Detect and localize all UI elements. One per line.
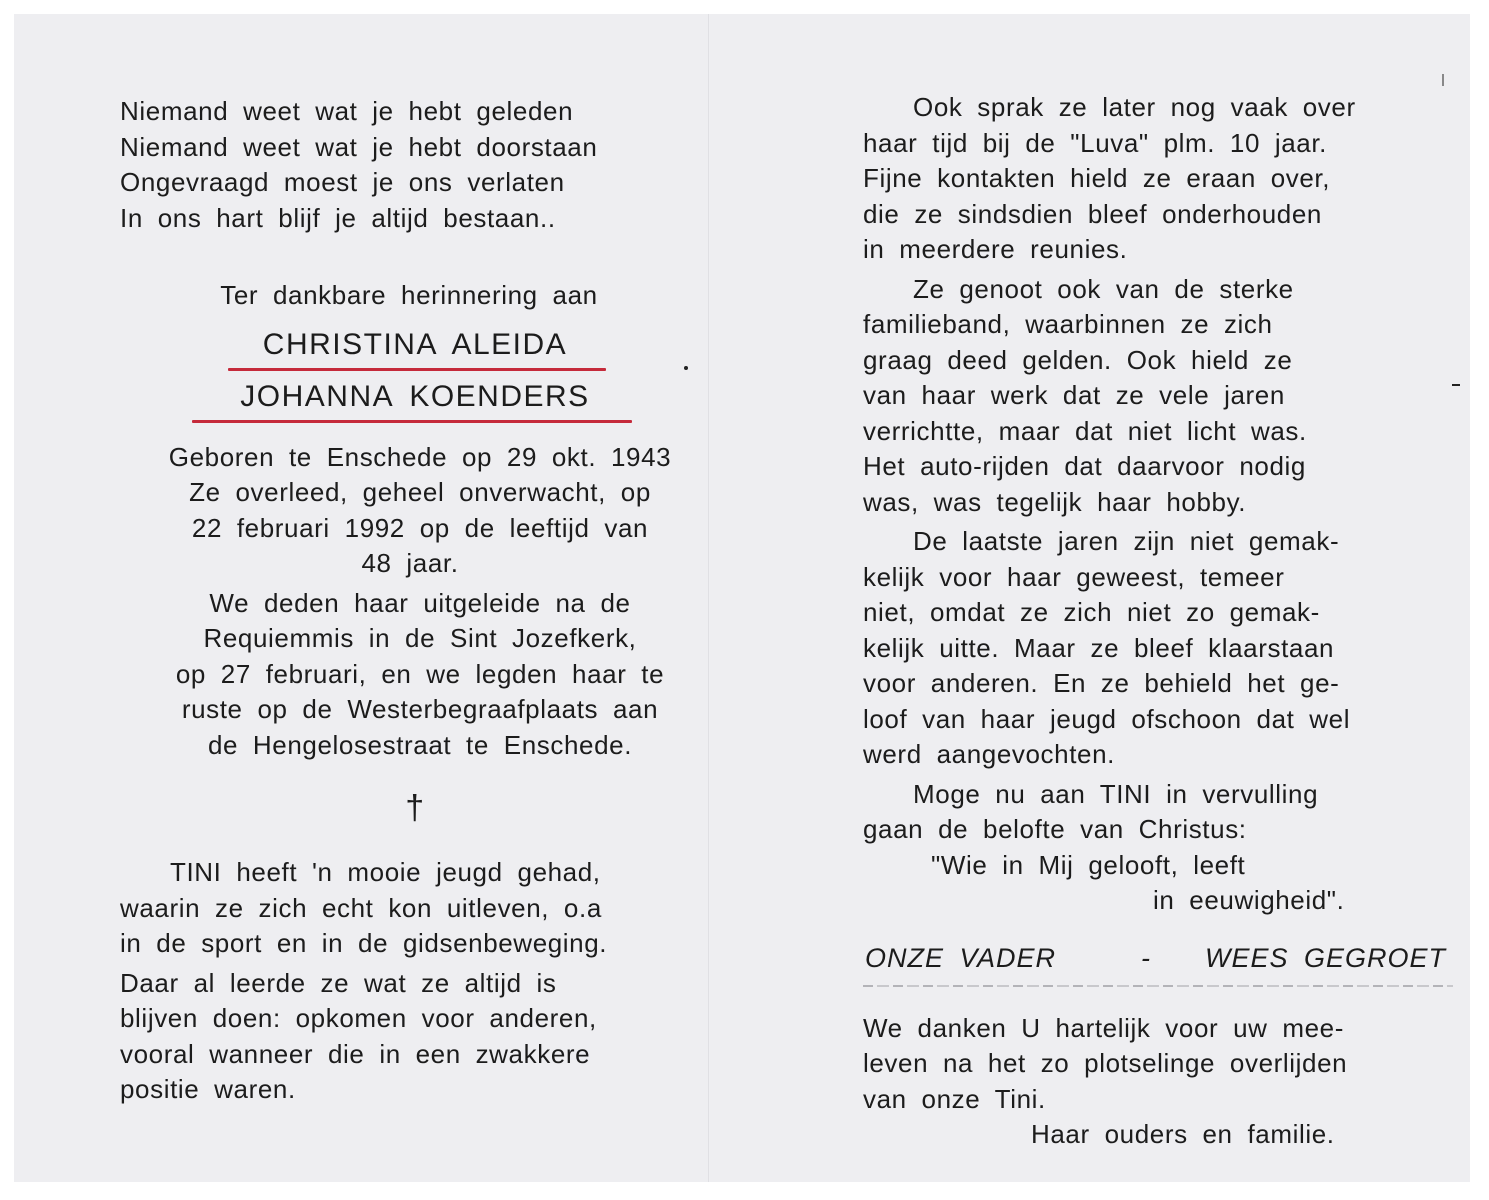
cross-icon: † bbox=[405, 789, 425, 827]
text-line: in de sport en in de gidsenbeweging. bbox=[120, 928, 608, 958]
funeral-paragraph bbox=[120, 586, 720, 764]
text-line: vooral wanneer die in een zwakkere bbox=[120, 1038, 591, 1069]
quote-line: in eeuwigheid". bbox=[1153, 885, 1345, 915]
text-line: familieband, waarbinnen ze zich bbox=[863, 309, 1273, 339]
text-line: Ook sprak ze later nog vaak over bbox=[913, 92, 1356, 122]
text-line: Het auto-rijden dat daarvoor nodig bbox=[863, 451, 1306, 481]
prayer-line bbox=[863, 941, 1455, 979]
poem-line: Ongevraagd moest je ons verlaten bbox=[120, 167, 565, 197]
text-line: Ze genoot ook van de sterke bbox=[913, 273, 1294, 304]
luva-paragraph bbox=[863, 90, 1455, 268]
text-line: de Hengelosestraat te Enschede. bbox=[207, 729, 633, 760]
poem-line: Niemand weet wat je hebt geleden bbox=[120, 96, 574, 126]
left-panel bbox=[120, 94, 720, 1108]
speck bbox=[1452, 384, 1460, 386]
text-line: Geboren te Enschede op 29 okt. 1943 bbox=[168, 441, 672, 472]
signature: Haar ouders en familie. bbox=[1031, 1119, 1335, 1149]
divider bbox=[863, 985, 1453, 987]
text-line: niet, omdat ze zich niet zo gemak- bbox=[863, 597, 1320, 627]
name-line-2: JOHANNA KOENDERS bbox=[240, 379, 590, 413]
text-line: was, was tegelijk haar hobby. bbox=[863, 486, 1247, 517]
text-line: loof van haar jeugd ofschoon dat wel bbox=[863, 703, 1351, 734]
poem bbox=[120, 94, 720, 236]
quote-line: "Wie in Mij gelooft, leeft bbox=[931, 849, 1246, 880]
text-line: Ze overleed, geheel onverwacht, op bbox=[189, 477, 651, 507]
poem-line: In ons hart blijf je altijd bestaan.. bbox=[120, 202, 556, 233]
text-line: Daar al leerde ze wat ze altijd is bbox=[120, 967, 557, 998]
bible-quote bbox=[863, 848, 1455, 919]
youth-paragraph bbox=[120, 855, 720, 962]
prayer-separator: - bbox=[1141, 942, 1151, 973]
intro-text: Ter dankbare herinnering aan bbox=[220, 280, 598, 310]
family-paragraph bbox=[863, 272, 1455, 521]
text-line: haar tijd bij de "Luva" plm. 10 jaar. bbox=[863, 127, 1327, 158]
text-line: TINI heeft 'n mooie jeugd gehad, bbox=[170, 857, 601, 887]
text-line: We deden haar uitgeleide na de bbox=[209, 587, 631, 618]
text-line: gaan de belofte van Christus: bbox=[863, 814, 1247, 844]
text-line: van onze Tini. bbox=[863, 1083, 1046, 1114]
text-line: Moge nu aan TINI in vervulling bbox=[913, 778, 1319, 809]
right-panel bbox=[863, 90, 1455, 1153]
poem-line: Niemand weet wat je hebt doorstaan bbox=[120, 131, 598, 162]
promise-paragraph bbox=[863, 777, 1455, 848]
text-line: 22 februari 1992 op de leeftijd van bbox=[191, 512, 649, 543]
prayer-our-father: ONZE VADER bbox=[865, 942, 1057, 973]
name-underline-2 bbox=[192, 420, 632, 423]
birth-death-paragraph bbox=[120, 440, 720, 582]
text-line: ruste op de Westerbegraafplaats aan bbox=[181, 694, 659, 724]
text-line: De laatste jaren zijn niet gemak- bbox=[913, 526, 1340, 556]
text-line: blijven doen: opkomen voor anderen, bbox=[120, 1003, 597, 1033]
speck bbox=[684, 366, 688, 370]
last-years-paragraph bbox=[863, 524, 1455, 773]
name-line-1: CHRISTINA ALEIDA bbox=[262, 327, 568, 361]
speck bbox=[1442, 74, 1444, 86]
text-line: verrichtte, maar dat niet licht was. bbox=[863, 415, 1307, 446]
text-line: Requiemmis in de Sint Jozefkerk, bbox=[203, 623, 637, 653]
text-line: kelijk voor haar geweest, temeer bbox=[863, 561, 1285, 592]
text-line: positie waren. bbox=[120, 1074, 296, 1104]
text-line: voor anderen. En ze behield het ge- bbox=[863, 668, 1340, 698]
text-line: werd aangevochten. bbox=[863, 739, 1115, 769]
text-line: op 27 februari, en we legden haar te bbox=[175, 658, 665, 689]
text-line: waarin ze zich echt kon uitleven, o.a bbox=[120, 892, 602, 923]
thanks-paragraph bbox=[863, 1011, 1455, 1153]
text-line: We danken U hartelijk voor uw mee- bbox=[863, 1012, 1344, 1043]
text-line: van haar werk dat ze vele jaren bbox=[863, 380, 1285, 410]
text-line: graag deed gelden. Ook hield ze bbox=[863, 344, 1293, 375]
prayer-hail-mary: WEES GEGROET bbox=[1205, 942, 1447, 973]
text-line: in meerdere reunies. bbox=[863, 234, 1128, 264]
text-line: leven na het zo plotselinge overlijden bbox=[863, 1048, 1348, 1078]
text-line: die ze sindsdien bleef onderhouden bbox=[863, 198, 1322, 229]
text-line: 48 jaar. bbox=[361, 548, 459, 578]
helping-paragraph bbox=[120, 966, 720, 1108]
name-underline-1 bbox=[228, 368, 606, 371]
memorial-card bbox=[14, 14, 1470, 1182]
text-line: Fijne kontakten hield ze eraan over, bbox=[863, 163, 1331, 193]
text-line: kelijk uitte. Maar ze bleef klaarstaan bbox=[863, 632, 1335, 663]
